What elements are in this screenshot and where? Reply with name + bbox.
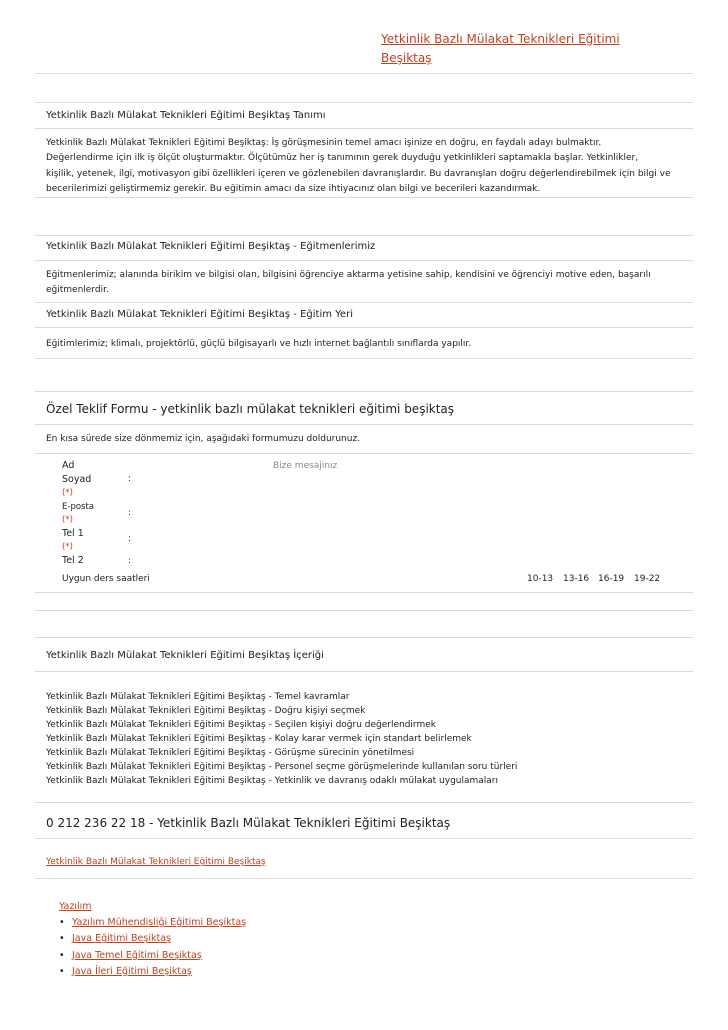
list-item	[59, 931, 246, 947]
divider	[35, 102, 693, 103]
divider	[35, 878, 693, 879]
divider	[35, 128, 693, 129]
required-mark: (*)	[62, 488, 73, 498]
bullet-icon: •	[59, 933, 65, 945]
divider	[35, 610, 693, 611]
phone-line: 0 212 236 22 18 - Yetkinlik Bazlı Mülakat Teknikleri Eğitimi Beşiktaş	[46, 816, 451, 830]
divider	[35, 391, 693, 392]
required-mark: (*)	[62, 515, 73, 525]
page-title-link[interactable]	[381, 30, 681, 68]
surname-label: Soyad	[62, 474, 92, 485]
slot-16-19[interactable]: 16-19	[598, 574, 625, 584]
divider	[35, 235, 693, 236]
form-heading: Özel Teklif Formu - yetkinlik bazlı mülakat teknikleri eğitimi beşiktaş	[46, 402, 455, 416]
divider	[35, 197, 693, 198]
list-item	[59, 948, 246, 964]
divider	[35, 302, 693, 303]
nav-link-java-ileri[interactable]: Java İleri Eğitimi Beşiktaş	[72, 965, 192, 977]
definition-text: Yetkinlik Bazlı Mülakat Teknikleri Eğitimi Beşiktaş: İş görüşmesinin temel amacı işinize en doğru, en faydalı adayı bulmaktır. Değerlendirme için ilk iş ölçüt oluşturmaktır. Ölçütümüz her iş tanımının gerek duyduğu yetkinlikleri saptamakla başlar. Yetkinlikler, kişilik, yetenek, ilgi, motivasyon gibi özellikleri içeren ve gözlenebilen davranışlardır. Bu davranışları doğru değerlendirebilmek için bilgi ve becerilerimizi geliştirmemiz gerekir. Bu eğitimin amacı da size ihtiyacınız olan bilgi ve becerileri kazandırmak.	[46, 138, 671, 194]
bullet-icon: •	[59, 965, 65, 977]
bullet-icon: •	[59, 949, 65, 961]
form-intro: En kısa sürede size dönmemiz için, aşağıdaki formumuzu doldurunuz.	[46, 434, 361, 444]
email-label: E-posta	[62, 502, 95, 512]
trainers-heading: Yetkinlik Bazlı Mülakat Teknikleri Eğitimi Beşiktaş - Eğitmenlerimiz	[46, 241, 376, 252]
tel2-label: Tel 2	[62, 555, 84, 566]
divider	[35, 453, 693, 454]
nav-link-yazilim-muhendisligi[interactable]: Yazılım Mühendisliği Eğitimi Beşiktaş	[72, 917, 247, 928]
divider	[35, 358, 693, 359]
message-textarea[interactable]: Bize mesajınız	[273, 461, 338, 471]
tel1-label: Tel 1	[62, 528, 84, 539]
nav-link-java-temel[interactable]: Java Temel Eğitimi Beşiktaş	[72, 949, 202, 961]
nav-link-java[interactable]: Java Eğitimi Beşiktaş	[72, 933, 171, 945]
required-mark: (*)	[62, 542, 73, 552]
slot-10-13[interactable]: 10-13	[527, 574, 554, 584]
slot-19-22[interactable]: 19-22	[634, 574, 661, 584]
tel2-field[interactable]: :	[128, 556, 132, 566]
list-item: Yetkinlik Bazlı Mülakat Teknikleri Eğitimi Beşiktaş - Seçilen kişiyi doğru değerlendirmek	[46, 720, 436, 730]
divider	[35, 637, 693, 638]
list-item: Yetkinlik Bazlı Mülakat Teknikleri Eğitimi Beşiktaş - Doğru kişiyi seçmek	[46, 706, 366, 716]
divider	[35, 260, 693, 261]
nav-category-yazilim[interactable]: Yazılım	[59, 901, 92, 912]
name-label: Ad	[62, 460, 75, 471]
tel1-field[interactable]: :	[128, 534, 132, 544]
divider	[35, 838, 693, 839]
divider	[35, 592, 693, 593]
list-item	[59, 964, 246, 980]
divider	[35, 802, 693, 803]
location-text: Eğitimlerimiz; klimalı, projektörlü, güçlü bilgisayarlı ve hızlı internet bağlantılı sınıflarda yapılır.	[46, 339, 472, 349]
list-item: Yetkinlik Bazlı Mülakat Teknikleri Eğitimi Beşiktaş - Görüşme sürecinin yönetilmesi	[46, 748, 415, 758]
content-list	[46, 690, 517, 788]
title-line-2[interactable]: Beşiktaş	[381, 51, 432, 65]
content-heading: Yetkinlik Bazlı Mülakat Teknikleri Eğitimi Beşiktaş İçeriği	[46, 650, 324, 661]
trainers-text: Eğitmenlerimiz; alanında birikim ve bilgisi olan, bilgisini öğrenciye aktarma yetisine sahip, kendisini ve öğrenciyi motive eden, başarılı eğitmenlerdir.	[46, 270, 651, 296]
title-line-1[interactable]: Yetkinlik Bazlı Mülakat Teknikleri Eğitimi	[381, 32, 620, 46]
divider	[35, 73, 693, 74]
divider	[35, 671, 693, 672]
divider	[35, 327, 693, 328]
list-item: Yetkinlik Bazlı Mülakat Teknikleri Eğitimi Beşiktaş - Kolay karar vermek için standart belirlemek	[46, 734, 472, 744]
definition-heading: Yetkinlik Bazlı Mülakat Teknikleri Eğitimi Beşiktaş Tanımı	[46, 110, 326, 121]
slot-13-16[interactable]: 13-16	[563, 574, 590, 584]
list-item: Yetkinlik Bazlı Mülakat Teknikleri Eğitimi Beşiktaş - Yetkinlik ve davranış odaklı mülakat uygulamaları	[46, 776, 499, 786]
surname-field[interactable]: :	[128, 474, 132, 484]
bullet-icon: •	[59, 917, 65, 928]
list-item: Yetkinlik Bazlı Mülakat Teknikleri Eğitimi Beşiktaş - Temel kavramlar	[46, 692, 350, 702]
email-field[interactable]: :	[128, 508, 132, 518]
hours-label: Uygun ders saatleri	[62, 574, 150, 584]
related-nav	[59, 901, 246, 980]
divider	[35, 424, 693, 425]
list-item	[59, 915, 246, 931]
footer-link[interactable]: Yetkinlik Bazlı Mülakat Teknikleri Eğitimi Beşiktaş	[46, 857, 266, 867]
list-item: Yetkinlik Bazlı Mülakat Teknikleri Eğitimi Beşiktaş - Personel seçme görüşmelerinde kullanılan soru türleri	[46, 762, 518, 772]
location-heading: Yetkinlik Bazlı Mülakat Teknikleri Eğitimi Beşiktaş - Eğitim Yeri	[46, 309, 353, 320]
footer-link-wrap	[46, 857, 266, 867]
